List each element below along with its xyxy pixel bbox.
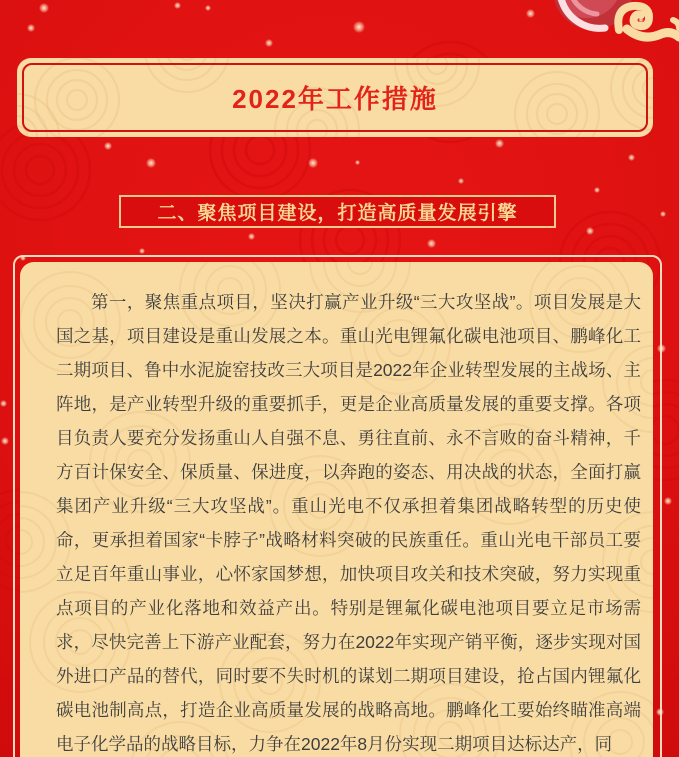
bokeh-dot: [248, 233, 255, 240]
bokeh-dot: [308, 158, 318, 168]
bokeh-dot: [660, 211, 666, 217]
bokeh-dot: [586, 227, 594, 235]
body-paragraph: 第一，聚焦重点项目，坚决打赢产业升级“三大攻坚战”。项目发展是大国之基，项目建设是重山发展之本。重山光电锂氟化碳电池项目、鹏峰化工二期项目、鲁中水泥旋窑技改三大项目是2022年企业转型发展的主战场、主阵地，是产业转型升级的重要抓手，更是企业高质量发展的重要支撑。各项目负责人要充分发扬重山人自强不息、勇往直前、永不言败的奋斗精神，千方百计保安全、保质量、保进度，以奔跑的姿态、用决战的状态，全面打赢集团产业升级“三大攻坚战”。重山光电不仅承担着集团战略转型的历史使命，更承担着国家“卡脖子”战略材料突破的民族重任。重山光电干部员工要立足百年重山事业，心怀家国梦想，加快项目攻关和技术突破，努力实现重点项目的产业化落地和效益产出。特别是锂氟化碳电池项目要立足市场需求，尽快完善上下游产业配套，努力在2022年实现产销平衡，逐步实现对国外进口产品的替代，同时要不失时机的谋划二期项目建设，抢占国内锂氟化碳电池制高点，打造企业高质量发展的战略高地。鹏峰化工要始终瞄准高端电子化学品的战略目标，力争在2022年8月份实现二期项目达标达产，同: [56, 292, 641, 754]
bokeh-dot: [0, 400, 7, 407]
bokeh-dot: [458, 178, 464, 184]
cloud-lantern-ornament: [547, 0, 679, 58]
section-banner-label: 二、聚焦项目建设，打造高质量发展引擎: [157, 203, 518, 224]
bokeh-dot: [593, 3, 598, 8]
bokeh-dot: [265, 39, 273, 47]
bokeh-dot: [146, 158, 156, 168]
bokeh-dot: [638, 17, 644, 23]
bokeh-dot: [353, 21, 365, 33]
page-title: 2022年工作措施: [232, 84, 438, 114]
bokeh-dot: [27, 24, 35, 32]
bokeh-dot: [594, 187, 600, 193]
bokeh-dot: [205, 5, 211, 11]
bokeh-dot: [104, 142, 112, 150]
bokeh-dot: [427, 239, 436, 248]
bokeh-dot: [139, 248, 145, 254]
bokeh-dot: [664, 497, 672, 505]
bokeh-dot: [495, 139, 504, 148]
bokeh-dot: [526, 9, 535, 18]
title-banner: [17, 58, 653, 137]
bokeh-dot: [39, 3, 49, 13]
bokeh-dot: [174, 2, 181, 9]
section-banner: [119, 195, 556, 228]
title-banner-inner-border: [22, 63, 648, 132]
bokeh-dot: [628, 154, 635, 161]
content-card: [20, 262, 653, 757]
bokeh-dot: [1, 437, 9, 445]
bokeh-dot: [355, 160, 360, 165]
cloud-swirl-icon: [618, 6, 679, 37]
